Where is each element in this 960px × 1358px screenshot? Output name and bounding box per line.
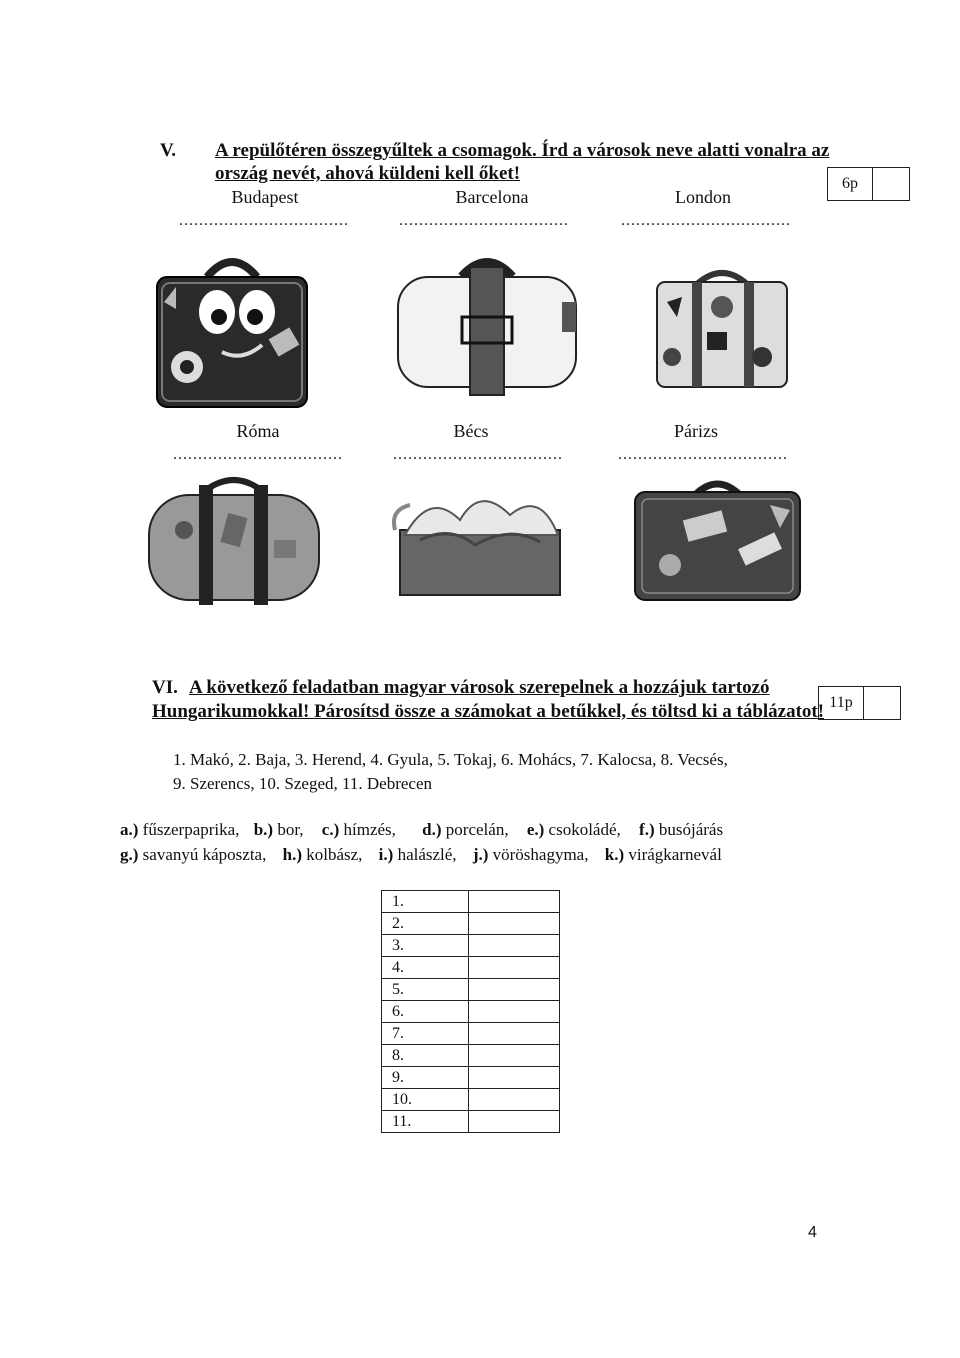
- item-letter: i.): [378, 845, 394, 864]
- cities-list-line1: 1. Makó, 2. Baja, 3. Herend, 4. Gyula, 5. Tokaj, 6. Mohács, 7. Kalocsa, 8. Vecsés,: [173, 750, 728, 769]
- city-budapest: Budapest: [231, 187, 299, 207]
- answer-cell[interactable]: [469, 913, 560, 935]
- row-number: 6.: [382, 1001, 469, 1023]
- item-text: bor,: [273, 820, 304, 839]
- row-number: 7.: [382, 1023, 469, 1045]
- table-row: [382, 957, 560, 979]
- item-letter: c.): [321, 820, 340, 839]
- city-parizs: Párizs: [674, 421, 718, 441]
- table-row: [382, 1023, 560, 1045]
- item-letter: e.): [526, 820, 545, 839]
- item-letter: f.): [639, 820, 655, 839]
- task-vi-number: VI.: [152, 677, 178, 698]
- table-row: [382, 935, 560, 957]
- suitcase-open-image: [380, 480, 580, 600]
- city-london: London: [675, 187, 731, 207]
- item-text: virágkarnevál: [624, 845, 722, 864]
- answer-line-parizs[interactable]: ..................................: [618, 446, 788, 463]
- suitcase-strap-image: [392, 247, 582, 397]
- item-text: kolbász,: [301, 845, 363, 864]
- answer-cell[interactable]: [469, 891, 560, 913]
- task-v-title-line1: A repülőtéren összegyűltek a csomagok. Írd a városok neve alatti vonalra az: [215, 140, 830, 161]
- task-v-title-line2: ország nevét, ahová küldeni kell őket!: [215, 163, 521, 184]
- item-letter: d.): [422, 820, 442, 839]
- hungarikum-items-row2: [120, 845, 722, 865]
- answer-line-roma[interactable]: ..................................: [173, 446, 343, 463]
- item-text: porcelán,: [441, 820, 509, 839]
- table-row: [382, 913, 560, 935]
- points-entry[interactable]: [864, 687, 900, 719]
- answer-line-becs[interactable]: ..................................: [393, 446, 563, 463]
- answer-cell[interactable]: [469, 1111, 560, 1133]
- item-text: csokoládé,: [544, 820, 621, 839]
- points-label: 6p: [828, 168, 873, 200]
- table-row: [382, 1089, 560, 1111]
- answer-cell[interactable]: [469, 957, 560, 979]
- row-number: 9.: [382, 1067, 469, 1089]
- city-becs: Bécs: [453, 421, 489, 441]
- task-vi-title-line2: Hungarikumokkal! Párosítsd össze a számokat a betűkkel, és töltsd ki a táblázatot!: [152, 701, 825, 722]
- suitcase-duffel-image: [144, 470, 324, 610]
- task-v-points-box: [827, 167, 910, 201]
- item-text: fűszerpaprika,: [138, 820, 240, 839]
- row-number: 2.: [382, 913, 469, 935]
- row-number: 1.: [382, 891, 469, 913]
- points-label: 11p: [819, 687, 864, 719]
- table-row: [382, 1111, 560, 1133]
- item-letter: g.): [120, 845, 139, 864]
- table-row: [382, 1067, 560, 1089]
- item-letter: j.): [472, 845, 489, 864]
- answer-cell[interactable]: [469, 979, 560, 1001]
- row-number: 3.: [382, 935, 469, 957]
- table-row: [382, 979, 560, 1001]
- item-letter: a.): [120, 820, 139, 839]
- answer-line-budapest[interactable]: ..................................: [179, 212, 349, 229]
- item-text: busójárás: [654, 820, 724, 839]
- item-letter: b.): [253, 820, 274, 839]
- row-number: 10.: [382, 1089, 469, 1111]
- task-vi-points-box: [818, 686, 901, 720]
- answer-cell[interactable]: [469, 935, 560, 957]
- item-letter: k.): [604, 845, 625, 864]
- row-number: 8.: [382, 1045, 469, 1067]
- table-row: [382, 1001, 560, 1023]
- table-row: [382, 1045, 560, 1067]
- table-row: [382, 891, 560, 913]
- row-number: 5.: [382, 979, 469, 1001]
- suitcase-face-image: [152, 247, 312, 417]
- answer-line-london[interactable]: ..................................: [621, 212, 791, 229]
- answer-cell[interactable]: [469, 1067, 560, 1089]
- city-barcelona: Barcelona: [455, 187, 529, 207]
- city-roma: Róma: [236, 421, 280, 441]
- item-text: hímzés,: [339, 820, 396, 839]
- answer-cell[interactable]: [469, 1001, 560, 1023]
- page-number: 4: [808, 1224, 817, 1241]
- task-v-number: V.: [160, 140, 177, 161]
- answer-cell[interactable]: [469, 1045, 560, 1067]
- answer-cell[interactable]: [469, 1089, 560, 1111]
- item-letter: h.): [282, 845, 302, 864]
- points-entry[interactable]: [873, 168, 909, 200]
- hungarikum-items-row1: [120, 820, 723, 840]
- suitcase-travel-image: [630, 470, 805, 605]
- cities-list-line2: 9. Szerencs, 10. Szeged, 11. Debrecen: [173, 774, 432, 793]
- answer-table: [381, 890, 560, 1133]
- item-text: vöröshagyma,: [488, 845, 589, 864]
- row-number: 11.: [382, 1111, 469, 1133]
- suitcase-stickers-image: [652, 262, 792, 392]
- row-number: 4.: [382, 957, 469, 979]
- answer-cell[interactable]: [469, 1023, 560, 1045]
- item-text: savanyú káposzta,: [138, 845, 267, 864]
- answer-line-barcelona[interactable]: ..................................: [399, 212, 569, 229]
- item-text: halászlé,: [393, 845, 457, 864]
- task-vi-title-line1: A következő feladatban magyar városok szerepelnek a hozzájuk tartozó: [189, 677, 770, 698]
